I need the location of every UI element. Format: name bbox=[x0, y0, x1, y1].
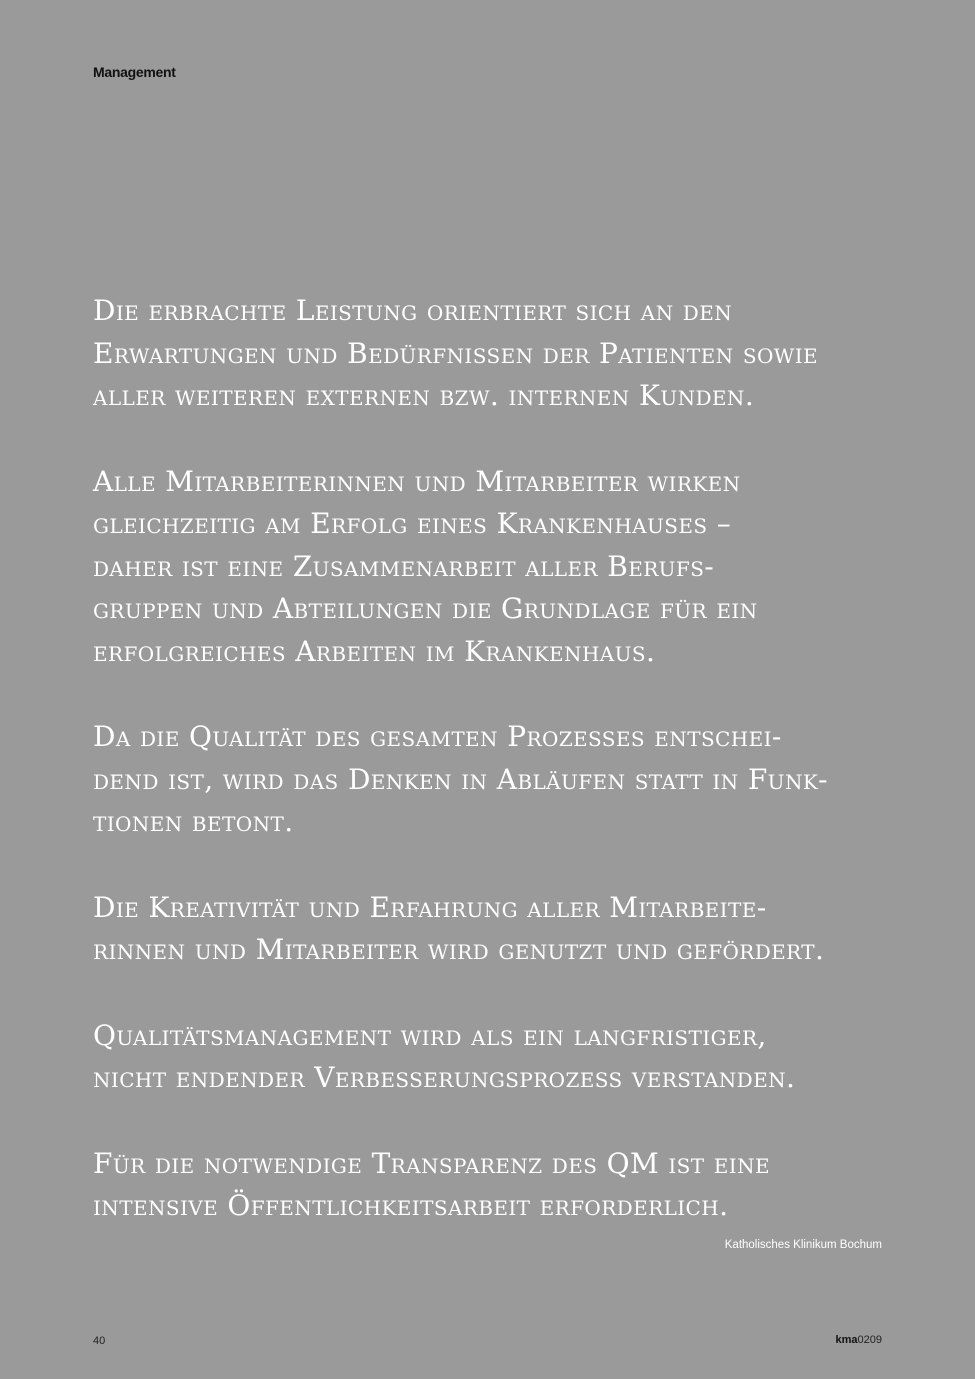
issue-number: 0209 bbox=[857, 1334, 882, 1346]
paragraph-line: gleichzeitig am Erfolg eines Krankenhauses – bbox=[93, 507, 732, 540]
paragraph-line: nicht endender Verbesserungsprozess verstanden. bbox=[93, 1061, 796, 1094]
paragraph-line: Da die Qualität des gesamten Prozesses entschei- bbox=[93, 720, 782, 753]
paragraph-line: tionen betont. bbox=[93, 805, 294, 838]
paragraph-line: Die Kreativität und Erfahrung aller Mitarbeite- bbox=[93, 890, 767, 924]
paragraph-line: rinnen und Mitarbeiter wird genutzt und gefördert. bbox=[93, 933, 825, 966]
paragraph-line: dend ist, wird das Denken in Abläufen statt in Funk- bbox=[93, 762, 829, 796]
brand-logo: kma bbox=[835, 1334, 858, 1346]
paragraph-line: erfolgreiches Arbeiten im Krankenhaus. bbox=[93, 634, 656, 668]
paragraph bbox=[93, 887, 943, 972]
paragraph-line: Erwartungen und Bedürfnissen der Patienten sowie bbox=[93, 336, 819, 370]
issue-label bbox=[835, 1334, 882, 1346]
paragraph bbox=[93, 1143, 943, 1228]
section-label: Management bbox=[93, 64, 176, 80]
paragraph-line: gruppen und Abteilungen die Grundlage für ein bbox=[93, 592, 758, 625]
paragraph bbox=[93, 461, 943, 674]
page-number: 40 bbox=[93, 1335, 106, 1347]
paragraph bbox=[93, 290, 943, 418]
paragraph bbox=[93, 1015, 943, 1100]
quote-block bbox=[93, 290, 943, 1271]
paragraph-line: Die erbrachte Leistung orientiert sich an den bbox=[93, 294, 733, 327]
paragraph-line: aller weiteren externen bzw. internen Kunden. bbox=[93, 379, 755, 412]
paragraph-line: Qualitätsmanagement wird als ein langfristiger, bbox=[93, 1018, 767, 1052]
paragraph-line: intensive Öffentlichkeitsarbeit erforderlich. bbox=[93, 1189, 729, 1222]
paragraph-line: Für die notwendige Transparenz des QM ist eine bbox=[93, 1146, 770, 1180]
paragraph-line: Alle Mitarbeiterinnen und Mitarbeiter wirken bbox=[93, 464, 741, 498]
paragraph-line: daher ist eine Zusammenarbeit aller Berufs- bbox=[93, 549, 715, 583]
attribution: Katholisches Klinikum Bochum bbox=[724, 1239, 882, 1251]
paragraph bbox=[93, 716, 943, 844]
